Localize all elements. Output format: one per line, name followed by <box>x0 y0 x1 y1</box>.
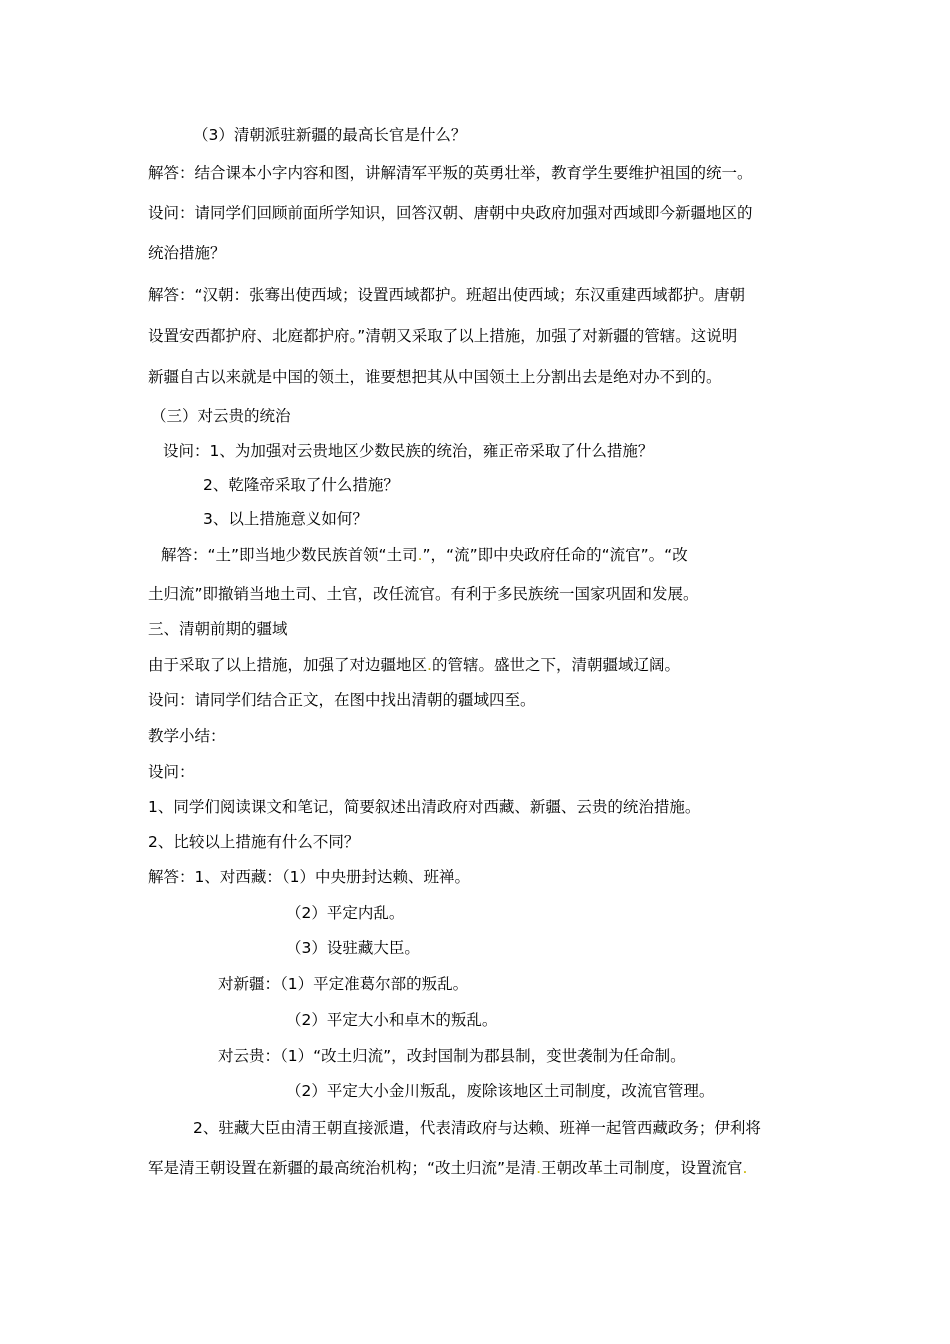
answer-paragraph-continued <box>148 1158 747 1178</box>
answer-subitem: 对云贵：（1）“改土归流”，改封国制为郡县制，变世袭制为任命制。 <box>218 1047 686 1065</box>
section-heading: （三）对云贵的统治 <box>151 407 291 425</box>
answer-subitem: （2）平定内乱。 <box>286 904 405 922</box>
summary-heading: 教学小结： <box>148 727 226 745</box>
answer-subitem: （2）平定大小和卓木的叛乱。 <box>286 1011 498 1029</box>
answer-line-continued: 新疆自古以来就是中国的领土，谁要想把其从中国领土上分割出去是绝对办不到的。 <box>148 368 722 386</box>
question-item-2: 2、乾隆帝采取了什么措施？ <box>203 476 399 494</box>
question-line: 设问：请同学们回顾前面所学知识，回答汉朝、唐朝中央政府加强对西域即今新疆地区的 <box>148 204 753 222</box>
answer-line-continued: 土归流”即撤销当地土司、土官，改任流官。有利于多民族统一国家巩固和发展。 <box>148 585 699 603</box>
answer-subitem: （3）设驻藏大臣。 <box>286 939 420 957</box>
answer-text-part: 王朝改革土司制度，设置流官 <box>541 1159 743 1177</box>
answer-text-part: 解答：“土”即当地少数民族首领“土司 <box>161 546 418 564</box>
summary-question-2: 2、比较以上措施有什么不同？ <box>148 833 360 851</box>
answer-line-continued: 设置安西都护府、北庭都护府。”清朝又采取了以上措施，加强了对新疆的管辖。这说明 <box>148 327 738 345</box>
question-label: 设问： <box>148 763 195 781</box>
section-heading: 三、清朝前期的疆域 <box>148 620 288 638</box>
body-paragraph <box>148 655 680 675</box>
answer-line: 解答：“汉朝：张骞出使西域；设置西域都护。班超出使西域；东汉重建西域都护。唐朝 <box>148 286 746 304</box>
answer-line <box>161 545 688 565</box>
dot-mark: . <box>427 656 432 674</box>
answer-subitem: （2）平定大小金川叛乱，废除该地区土司制度，改流官管理。 <box>286 1082 715 1100</box>
dot-mark: . <box>417 546 423 564</box>
question-line: 设问：1、为加强对云贵地区少数民族的统治，雍正帝采取了什么措施？ <box>163 442 654 460</box>
dot-mark: . <box>536 1159 541 1177</box>
answer-subitem: 对新疆：（1）平定准葛尔部的叛乱。 <box>218 975 469 993</box>
body-text-part: 由于采取了以上措施，加强了对边疆地区 <box>148 656 428 674</box>
summary-question-1: 1、同学们阅读课文和笔记，简要叙述出清政府对西藏、新疆、云贵的统治措施。 <box>148 798 701 816</box>
question-3: （3）清朝派驻新疆的最高长官是什么？ <box>193 126 467 144</box>
answer-text-part: ”，“流”即中央政府任命的“流官”。“改 <box>422 546 688 564</box>
answer-line: 解答：1、对西藏：（1）中央册封达赖、班禅。 <box>148 868 470 886</box>
answer-text-part: 军是清王朝设置在新疆的最高统治机构；“改土归流”是清 <box>148 1159 537 1177</box>
dot-mark: . <box>742 1159 748 1177</box>
question-item-3: 3、以上措施意义如何？ <box>203 510 368 528</box>
body-text-part: 的管辖。盛世之下，清朝疆域辽阔。 <box>431 656 680 674</box>
question-line-continued: 统治措施？ <box>148 244 226 262</box>
question-line: 设问：请同学们结合正文，在图中找出清朝的疆域四至。 <box>148 691 536 709</box>
answer-line: 解答：结合课本小字内容和图，讲解清军平叛的英勇壮举，教育学生要维护祖国的统一。 <box>148 164 753 182</box>
answer-paragraph: 2、驻藏大臣由清王朝直接派遣，代表清政府与达赖、班禅一起管西藏政务；伊利将 <box>193 1119 761 1137</box>
